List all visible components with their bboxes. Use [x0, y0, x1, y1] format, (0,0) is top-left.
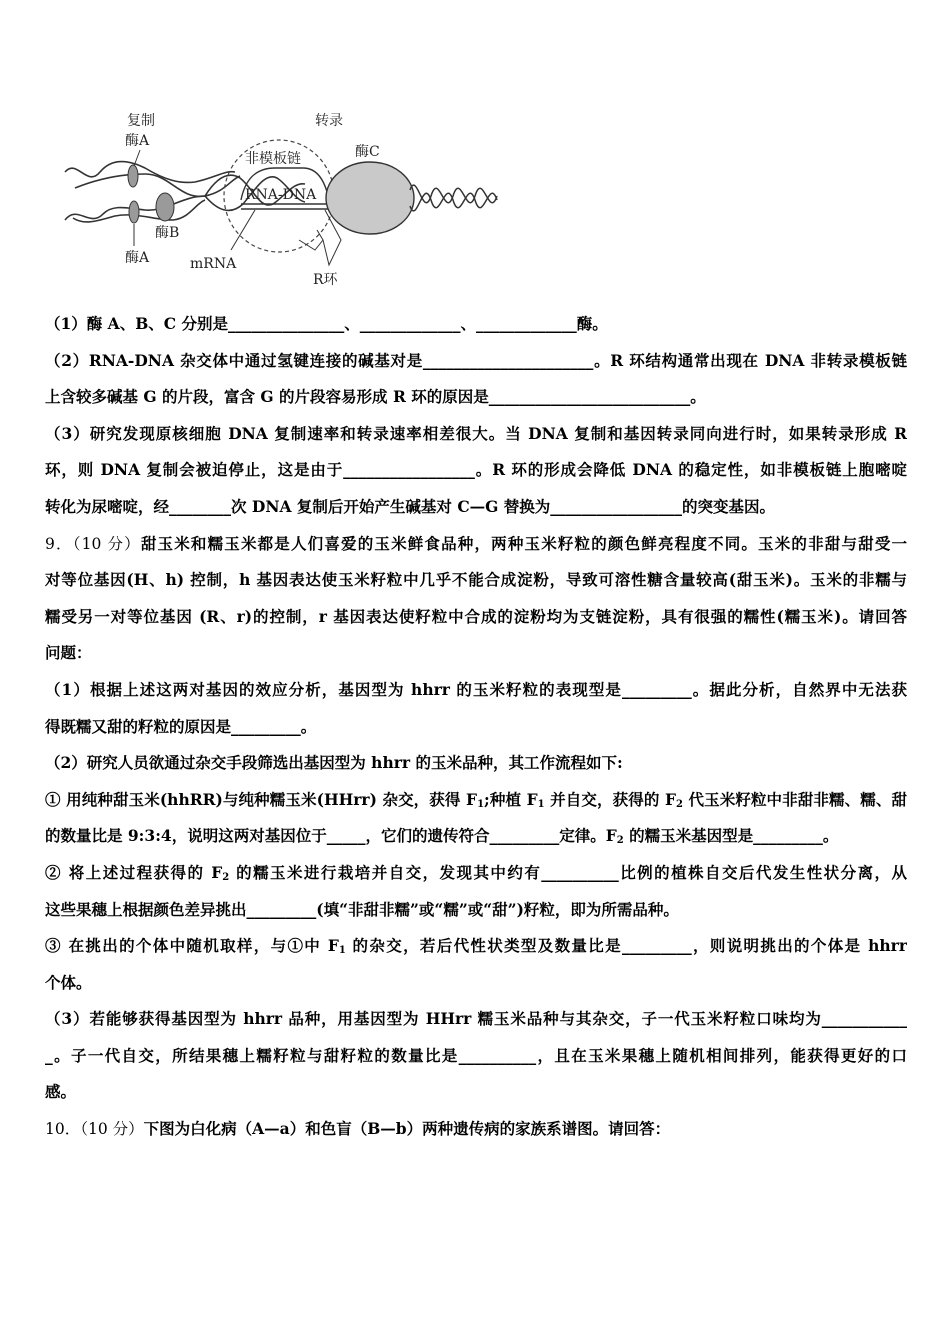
label-enzyme-c: 酶C [355, 144, 380, 160]
text-line: 对等位基因(H、h) 控制，h 基因表达使玉米籽粒中几乎不能合成淀粉，导致可溶性糖含量较高(甜玉米)。玉米的非糯与 [45, 570, 907, 590]
text-line: 得既糯又甜的籽粒的原因是_________。 [45, 716, 317, 736]
question-text-body [45, 306, 907, 1148]
text-line: （1）酶 A、B、C 分别是_______________、_____________、_____________酶。 [45, 314, 608, 333]
label-transcription: 转录 [315, 113, 343, 129]
text-line: （1）根据上述这两对基因的效应分析，基因型为 hhrr 的玉米籽粒的表现型是_________。据此分析，自然界中无法获 [45, 679, 907, 699]
dna-top-strand [65, 162, 235, 183]
label-r-loop: R环 [313, 272, 338, 288]
text-line: 9．（10 分）甜玉米和糯玉米都是人们喜爱的玉米鲜食品种，两种玉米籽粒的颜色鲜亮程度不同。玉米的非甜与甜受一 [45, 533, 907, 553]
enzyme-c-shape [326, 162, 414, 234]
text-line: ③ 在挑出的个体中随机取样，与①中 $F_1$ 的杂交，若后代性状类型及数量比是_________，则说明挑出的个体是 hhrr [45, 936, 907, 957]
text-line: 10．（10 分）下图为白化病（A—a）和色盲（B—b）两种遗传病的家族系谱图。请回答： [45, 1119, 671, 1139]
label-replication: 复制 [127, 113, 155, 129]
text-line: 上含较多碱基 G 的片段，富含 G 的片段容易形成 R 环的原因是__________________________。 [45, 387, 706, 407]
label-enzyme-a-bottom: 酶A [125, 250, 150, 266]
label-non-template: 非模板链 [245, 151, 301, 167]
text-line: 转化为尿嘧啶，经________次 DNA 复制后开始产生碱基对 C—G 替换为_________________的突变基因。 [45, 496, 776, 516]
leader-enzyme-a-top [134, 150, 140, 166]
label-enzyme-a-top: 酶A [125, 133, 150, 149]
text-line: 个体。 [45, 972, 92, 992]
text-line: 问题： [45, 643, 92, 663]
enzyme-a-top-shape [128, 165, 138, 187]
text-line: ① 用纯种甜玉米(hhRR)与纯种糯玉米(HHrr) 杂交，获得 $F_1$;种植 $F_1$ 并自交，获得的 $F_2$ 代玉米籽粒中非甜非糯、糯、甜 [45, 789, 907, 810]
label-rna-dna: RNA-DNA [245, 187, 317, 203]
enzyme-b-shape [156, 193, 174, 221]
text-line: _。子一代自交，所结果穗上糯籽粒与甜籽粒的数量比是__________，且在玉米果穗上随机相间排列，能获得更好的口 [45, 1045, 907, 1065]
text-line: （3）若能够获得基因型为 hhrr 品种，用基因型为 HHrr 糯玉米品种与其杂交，子一代玉米籽粒口味均为___________ [45, 1009, 907, 1029]
text-line: 糯受另一对等位基因 (R、r)的控制，r 基因表达使籽粒中合成的淀粉均为支链淀粉，具有很强的糯性(糯玉米)。请回答 [45, 606, 907, 626]
text-line: （2）研究人员欲通过杂交手段筛选出基因型为 hhrr 的玉米品种，其工作流程如下: [45, 753, 623, 773]
enzyme-a-bottom-shape [129, 201, 139, 223]
text-line: ② 将上述过程获得的 $F_2$ 的糯玉米进行栽培并自交，发现其中约有__________比例的植株自交后代发生性状分离，从 [45, 862, 907, 883]
text-line: 环，则 DNA 复制会被迫停止，这是由于_________________。R 环的形成会降低 DNA 的稳定性，如非模板链上胞嘧啶 [45, 460, 907, 480]
text-line: 的数量比是 9:3:4，说明这两对基因位于_____，它们的遗传符合_________定律。$F_2$ 的糯玉米基因型是_________。 [45, 826, 839, 847]
label-mrna: mRNA [190, 256, 237, 272]
dna-replication-transcription-figure [55, 100, 515, 300]
leader-r-loop-left [299, 230, 323, 250]
leader-mrna [231, 210, 255, 250]
text-line: （3）研究发现原核细胞 DNA 复制速率和转录速率相差很大。当 DNA 复制和基因转录同向进行时，如果转录形成 R [45, 423, 907, 443]
dna-top-strand-2 [75, 174, 240, 196]
label-enzyme-b: 酶B [155, 225, 180, 241]
text-line: （2）RNA-DNA 杂交体中通过氢键连接的碱基对是______________________。R 环结构通常出现在 DNA 非转录模板链 [45, 350, 907, 370]
text-line: 感。 [45, 1082, 77, 1102]
text-line: 这些果穗上根据颜色差异挑出_________(填“非甜非糯”或“糯”或“甜”)籽粒，即为所需品种。 [45, 899, 679, 919]
r-loop-diagram [55, 100, 515, 300]
